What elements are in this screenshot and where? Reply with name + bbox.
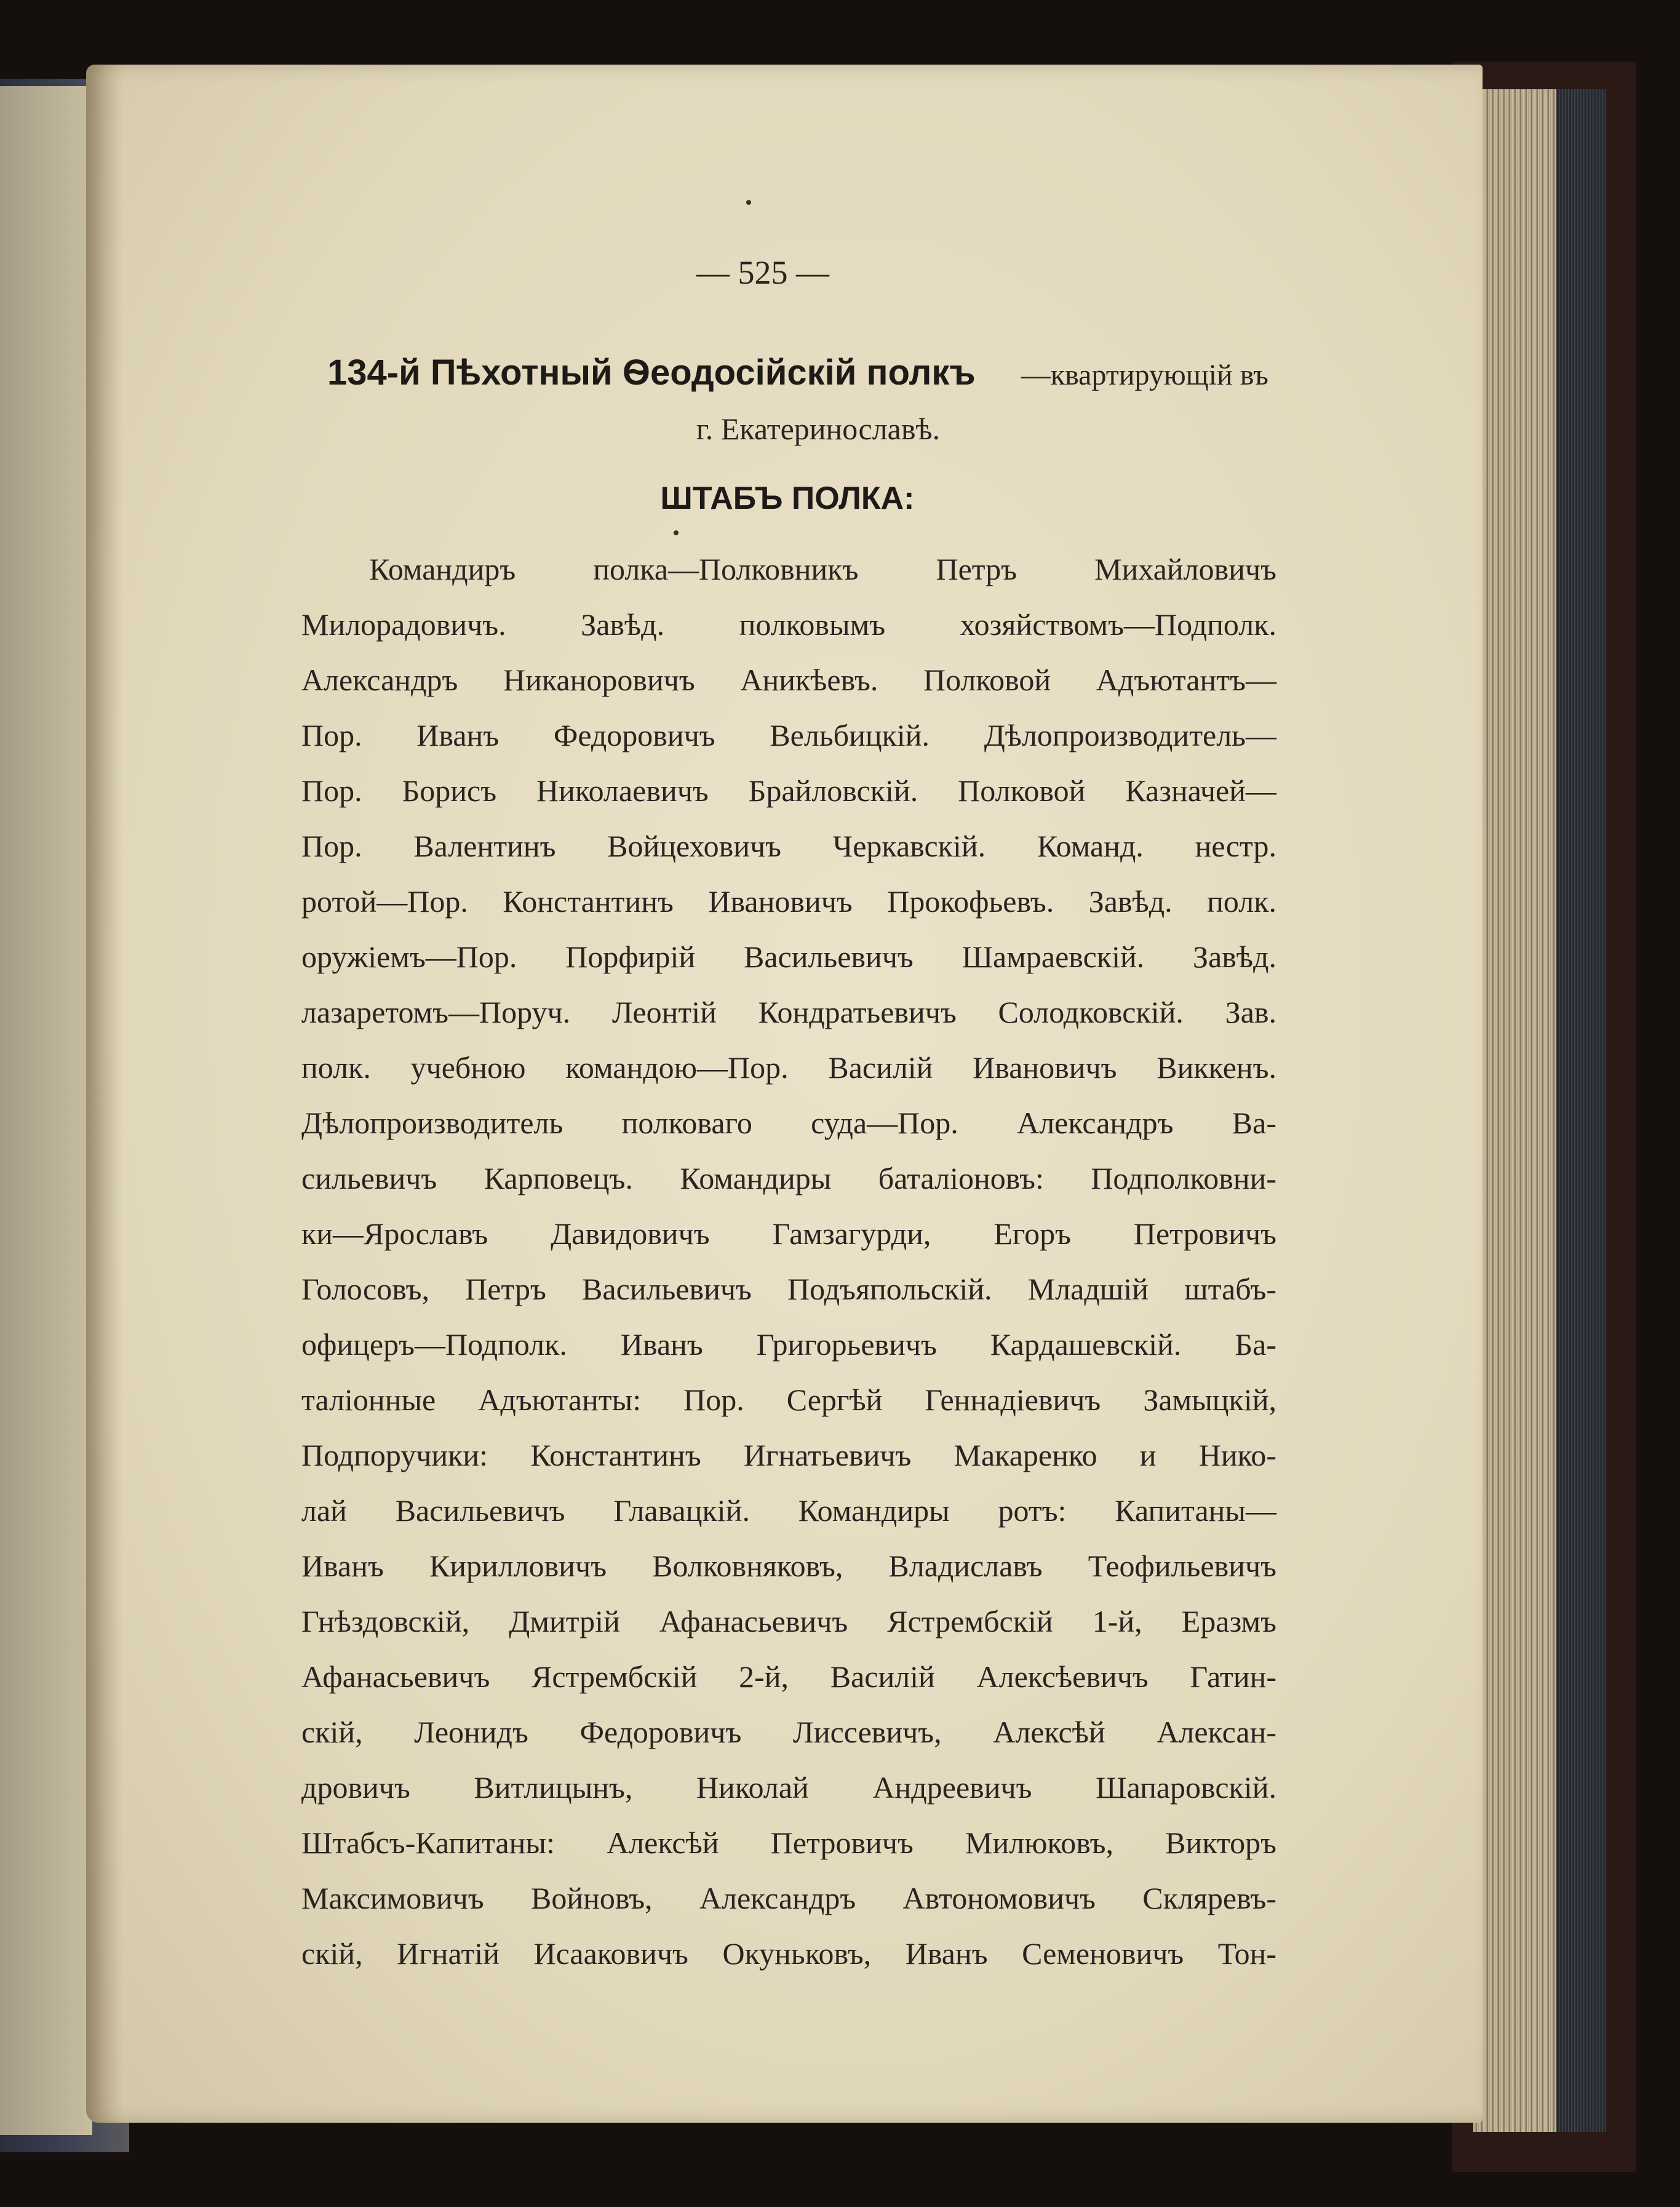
text-line: лай Васильевичъ Главацкій. Командиры ротъ: Капитаны—: [301, 1493, 1276, 1528]
text-line: офицеръ—Подполк. Иванъ Григорьевичъ Кардашевскій. Ба-: [301, 1327, 1276, 1362]
text-line: дровичъ Витлицынъ, Николай Андреевичъ Шапаровскій.: [301, 1770, 1276, 1805]
text-line: скій, Игнатій Исааковичъ Окуньковъ, Иванъ Семеновичъ Тон-: [301, 1936, 1276, 1971]
text-line: Пор. Борисъ Николаевичъ Брайловскій. Полковой Казначей—: [301, 773, 1276, 808]
text-line: Голосовъ, Петръ Васильевичъ Подъяпольскій. Младшій штабъ-: [301, 1272, 1276, 1306]
specks: [674, 530, 679, 535]
text-line: Афанасьевичъ Ястрембскій 2-й, Василій Алексѣевичъ Гатин-: [301, 1659, 1276, 1694]
specks: [746, 200, 751, 205]
text-line: лазаретомъ—Поруч. Леонтій Кондратьевичъ Солодковскій. Зав.: [301, 995, 1276, 1029]
text-line: Иванъ Кирилловичъ Волковняковъ, Владиславъ Теофильевичъ: [301, 1549, 1276, 1583]
regiment-name: 134-й Пѣхотный Ѳеодосійскій полкъ: [327, 353, 976, 393]
text-line: скій, Леонидъ Федоровичъ Лиссевичъ, Алексѣй Алексан-: [301, 1715, 1276, 1749]
text-line: Пор. Иванъ Федоровичъ Вельбицкій. Дѣлопроизводитель—: [301, 718, 1276, 752]
text-line: ки—Ярославъ Давидовичъ Гамзагурди, Егоръ Петровичъ: [301, 1216, 1276, 1251]
text-line: Командиръ полка—Полковникъ Петръ Михайловичъ: [369, 552, 1276, 586]
page-number: — 525 —: [696, 254, 829, 291]
text-line: полк. учебною командою—Пор. Василій Ивановичъ Виккенъ.: [301, 1050, 1276, 1085]
text-line: Пор. Валентинъ Войцеховичъ Черкавскій. Команд. нестр.: [301, 829, 1276, 863]
text-line: Милорадовичъ. Завѣд. полковымъ хозяйствомъ—Подполк.: [301, 607, 1276, 642]
text-line: Гнѣздовскій, Дмитрій Афанасьевичъ Ястрембскій 1-й, Еразмъ: [301, 1604, 1276, 1638]
text-line: ротой—Пор. Константинъ Ивановичъ Прокофьевъ. Завѣд. полк.: [301, 884, 1276, 919]
text-line: таліонные Адъютанты: Пор. Сергѣй Геннадіевичъ Замыцкій,: [301, 1383, 1276, 1417]
regiment-location: г. Екатеринославѣ.: [696, 412, 941, 446]
text-line: Подпоручики: Константинъ Игнатьевичъ Макаренко и Нико-: [301, 1438, 1276, 1472]
text-line: Александръ Никаноровичъ Аникѣевъ. Полковой Адъютантъ—: [301, 663, 1276, 697]
page-gutter-shadow: [86, 65, 123, 2123]
regiment-heading-rest: —квартирующій въ: [1021, 359, 1268, 391]
text-line: оружіемъ—Пор. Порфирій Васильевичъ Шамраевскій. Завѣд.: [301, 940, 1276, 974]
text-line: Штабсъ-Капитаны: Алексѣй Петровичъ Милюковъ, Викторъ: [301, 1826, 1276, 1860]
body-text: [301, 541, 1276, 1981]
section-title: ШТАБЪ ПОЛКА:: [660, 481, 915, 516]
regiment-heading: [327, 352, 1268, 393]
text-line: Максимовичъ Войновъ, Александръ Автономовичъ Скляревъ-: [301, 1881, 1276, 1915]
text-line: сильевичъ Карповецъ. Командиры баталіоновъ: Подполковни-: [301, 1161, 1276, 1195]
page-stack-shadow: [1556, 89, 1606, 2132]
previous-page-edge: [0, 86, 92, 2135]
text-line: Дѣлопроизводитель полковаго суда—Пор. Александръ Ва-: [301, 1106, 1276, 1140]
